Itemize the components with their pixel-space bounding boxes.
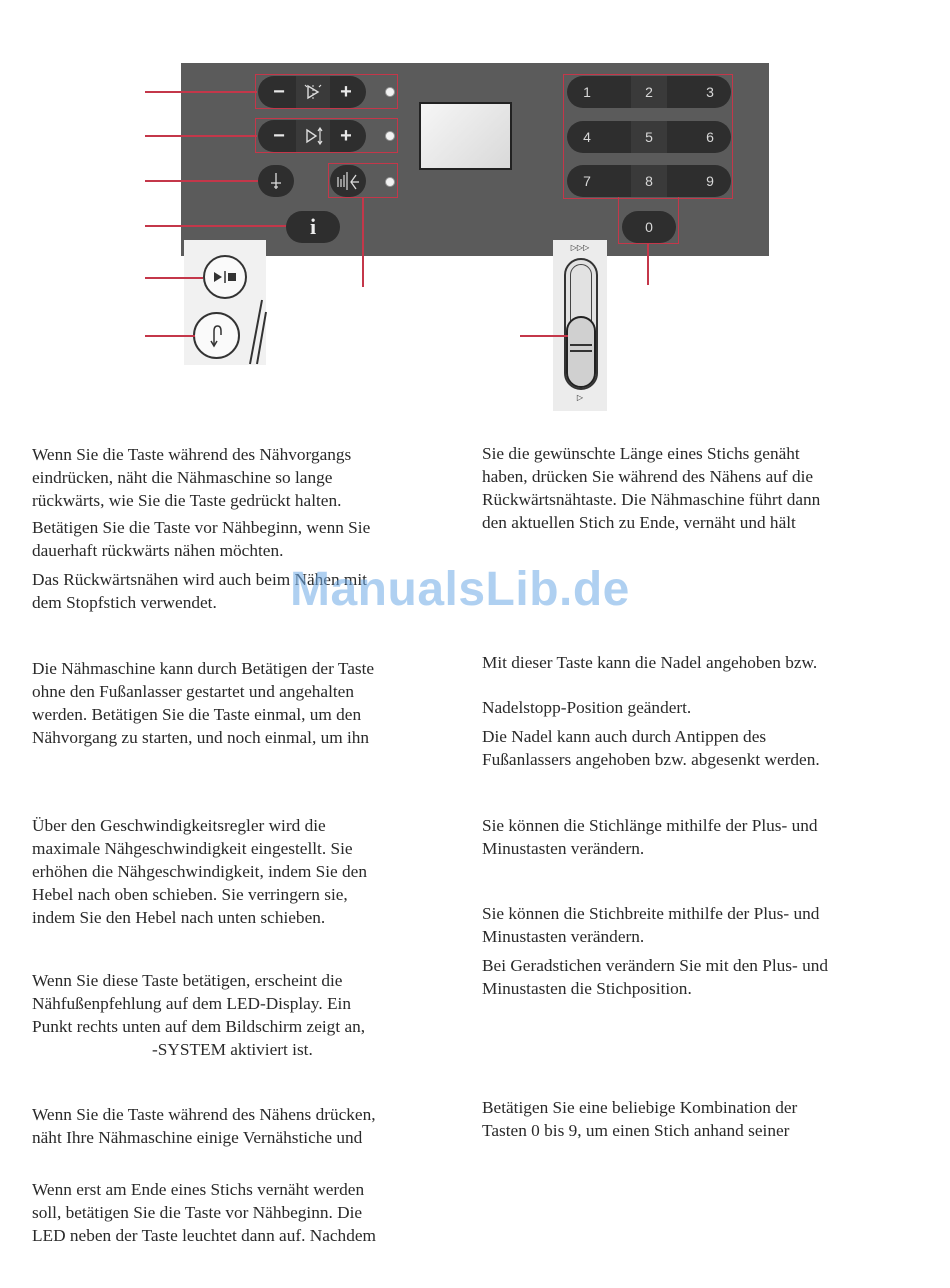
led-display [419, 102, 512, 170]
stitch-width-minus-button[interactable]: − [273, 80, 285, 103]
callout-box-length [255, 118, 398, 153]
text-start-stop: Die Nähmaschine kann durch Betätigen der Taste ohne den Fußanlasser gestartet und angehalten werden. Betätigen Sie die Taste einmal, um den Nähvorgang zu starten, und noch einmal, um ihn [32, 659, 375, 747]
text-reverse-2: Betätigen Sie die Taste vor Nähbeginn, wenn Sie dauerhaft rückwärts nähen möchten. [32, 518, 371, 560]
reverse-button[interactable] [193, 312, 240, 359]
leader-line [145, 277, 203, 279]
panel-edge-lines [248, 298, 268, 368]
leader-line [145, 335, 195, 337]
keypad-key-4[interactable]: 4 [583, 129, 591, 145]
keypad-key-2[interactable]: 2 [645, 84, 653, 100]
text-info: Wenn Sie diese Taste betätigen, erscheint die Nähfußenpfehlung auf dem LED-Display. Ein Punkt rechts unten auf dem Bildschirm zeigt an, -SYSTEM aktiviert ist. [32, 971, 366, 1059]
leader-line [145, 91, 257, 93]
speed-fast-icon: ▷▷▷ [570, 243, 590, 252]
keypad-key-1[interactable]: 1 [583, 84, 591, 100]
text-tie: Wenn Sie die Taste während des Nähens drücken, näht Ihre Nähmaschine einige Vernähstiche und [32, 1105, 376, 1147]
leader-line [520, 335, 568, 337]
keypad-key-0[interactable]: 0 [645, 219, 653, 235]
keypad-key-9[interactable]: 9 [706, 173, 714, 189]
text-reverse: Wenn Sie die Taste während des Nähvorgangs eindrücken, näht die Nähmaschine so lange rückwärts, wie Sie die Taste gedrückt halten. [32, 445, 352, 510]
stitch-width-plus-button[interactable]: + [340, 80, 352, 103]
watermark: ManualsLib.de [290, 563, 630, 616]
keypad-key-8[interactable]: 8 [645, 173, 653, 189]
keypad-key-3[interactable]: 3 [706, 84, 714, 100]
speed-slow-icon: ▷ [576, 393, 584, 402]
leader-line [145, 180, 258, 182]
text-stitch-select: Betätigen Sie eine beliebige Kombination der Tasten 0 bis 9, um einen Stich anhand seiner [482, 1098, 798, 1140]
keypad-key-5[interactable]: 5 [645, 129, 653, 145]
callout-box-keypad-zero [618, 197, 679, 244]
reverse-arrow-icon [209, 323, 225, 349]
text-tie-3: Sie die gewünschte Länge eines Stichs genäht haben, drücken Sie während des Nähens auf die Rückwärtsnähtaste. Die Nähmaschine führt dann den aktuellen Stich zu Ende, vernäht und hält [482, 444, 821, 532]
leader-line [145, 225, 286, 227]
leader-line [362, 198, 364, 287]
text-reverse-3: Das Rückwärtsnähen wird auch beim Nähen mit dem Stopfstich verwendet. [32, 570, 367, 612]
text-needle-3: Die Nadel kann auch durch Antippen des Fußanlassers angehoben bzw. abgesenkt werden. [482, 727, 820, 769]
text-width: Sie können die Stichbreite mithilfe der Plus- und Minustasten verändern. [482, 904, 820, 946]
info-icon: i [309, 214, 317, 239]
callout-box-width [255, 74, 398, 109]
text-tie-2: Wenn erst am Ende eines Stichs vernäht werden soll, betätigen Sie die Taste vor Nähbeginn. Die LED neben der Taste leuchtet dann auf. Nachdem [32, 1180, 376, 1245]
text-width-2: Bei Geradstichen verändern Sie mit den Plus- und Minustasten die Stichposition. [482, 956, 829, 998]
callout-box-keypad [563, 74, 733, 199]
text-length: Sie können die Stichlänge mithilfe der Plus- und Minustasten verändern. [482, 816, 818, 858]
callout-box-tie [328, 163, 398, 198]
start-stop-button[interactable] [203, 255, 247, 299]
needle-up-down-button[interactable] [258, 165, 294, 197]
keypad-key-6[interactable]: 6 [706, 129, 714, 145]
text-needle: Mit dieser Taste kann die Nadel angehoben bzw. [482, 653, 818, 672]
leader-line [647, 244, 649, 285]
play-stop-icon [212, 270, 238, 284]
speed-slider-handle[interactable] [566, 316, 596, 388]
stitch-length-minus-button[interactable]: − [273, 124, 285, 147]
leader-line [145, 135, 257, 137]
keypad-key-7[interactable]: 7 [583, 173, 591, 189]
text-speed: Über den Geschwindigkeitsregler wird die maximale Nähgeschwindigkeit eingestellt. Sie erhöhen die Nähgeschwindigkeit, indem Sie den Hebel nach oben schieben. Sie verringern sie, indem Sie den Hebel nach unten schieben. [32, 816, 367, 927]
text-needle-2: Nadelstopp-Position geändert. [482, 698, 692, 717]
stitch-length-plus-button[interactable]: + [340, 124, 352, 147]
